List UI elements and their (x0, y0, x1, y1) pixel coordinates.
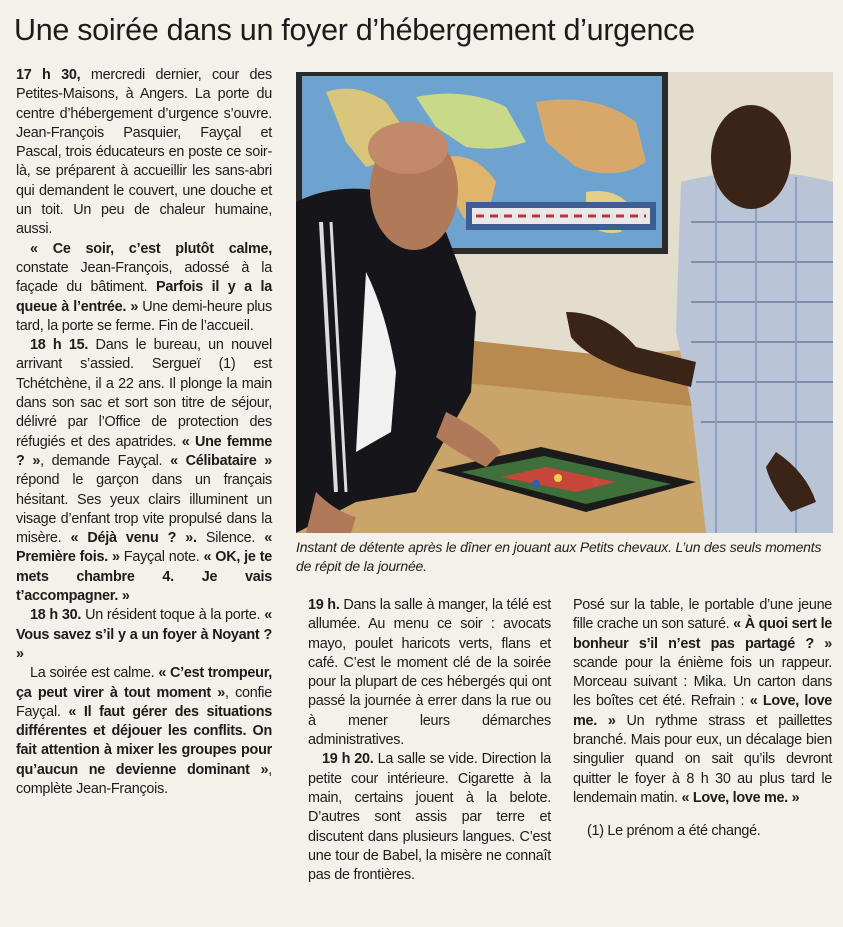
photo-illustration (296, 72, 833, 533)
time-marker: 18 h 15. (30, 337, 89, 354)
paragraph-1815 (16, 336, 272, 606)
quote: « À quoi sert le bonheur s’il n’est pas partagé ? » (573, 616, 832, 652)
quote: « C’est trompeur, ça peut virer à tout moment » (16, 665, 273, 701)
paragraph-text: mercredi dernier, cour des Petites-Maisons, à Angers. La porte du centre d’hébergement d’urgence s’ouvre. Jean-François Pasquier, Fayçal et Pascal, trois éducateurs en poste ce soir-là, se préparent à accueillir les sans-abri qui demandent le couvert, une douche et un toit. Un peu de chaleur humaine, aussi. (16, 67, 272, 238)
time-marker: 17 h 30, (16, 67, 81, 83)
paragraph-text: Dans le bureau, un nouvel arrivant s’assied. Sergueï (1) est Tchétchène, il a 22 ans. Il plonge la main dans son sac et sort son titre de séjour, délivré par l’Office de protection des réfugiés et des apatrides. (16, 337, 272, 450)
paragraph-text: Une demi-heure plus tard, la porte se ferme. Fin de l’accueil. (16, 298, 272, 334)
article-column-1 (16, 66, 272, 799)
quote: « Vous savez s’il y a un foyer à Noyant ? » (16, 607, 272, 662)
article-photo (296, 72, 833, 533)
quote: Parfois il y a la queue à l’entrée. » (16, 279, 272, 315)
paragraph-1900 (308, 596, 551, 750)
paragraph-1830 (16, 606, 272, 664)
paragraph-phone (573, 596, 832, 808)
article-column-2 (308, 596, 551, 885)
article-headline: Une soirée dans un foyer d’hébergement d’urgence (14, 13, 695, 47)
footnote: (1) Le prénom a été changé. (587, 823, 761, 840)
paragraph-1730 (16, 66, 272, 240)
photo-caption: Instant de détente après le dîner en jouant aux Petits chevaux. L’un des seuls moments de répit de la journée. (296, 539, 822, 574)
paragraph-text: Un résident toque à la porte. (81, 607, 265, 624)
time-marker: 18 h 30. (30, 607, 82, 624)
paragraph-1920 (308, 750, 551, 885)
time-marker: 19 h 20. (322, 751, 374, 768)
quote: « Déjà venu ? ». (70, 530, 197, 547)
quote: « Love, love me. » (681, 789, 800, 806)
quote: « Célibataire » (170, 452, 273, 469)
paragraph-text: La soirée est calme. (30, 665, 159, 682)
quote: « Il faut gérer des situations différentes et déjouer les conflits. On fait attention à mixer les groupes pour qu’aucun ne devienne dominant » (16, 703, 272, 778)
paragraph-text: Dans la salle à manger, la télé est allumée. Au menu ce soir : avocats mayo, poulet haricots verts, flans et café. C’est le moment clé de la soirée pour la plupart de ces hébergés qui ont passé la journée à errer dans la rue ou à mener leurs démarches administratives. (308, 597, 552, 749)
paragraph-text: , complète Jean-François. (16, 761, 272, 797)
paragraph-evening (16, 664, 272, 799)
paragraph-text: répond le garçon dans un français hésitant. Ses yeux clairs illuminent un visage d’enfant trop vite propulsé dans la misère. (16, 472, 272, 547)
time-marker: 19 h. (308, 597, 340, 613)
paragraph-text: Silence. (196, 530, 265, 547)
quote: « OK, je te mets chambre 4. Je vais t’accompagner. » (16, 549, 273, 605)
article-column-3 (573, 596, 832, 842)
paragraph-text: Un rythme strass et paillettes branché. Mais pour eux, un décalage bien singulier quand on sait qu’ils devront quitter le foyer à 8 h 30 au plus tard le lendemain matin. (573, 712, 832, 806)
quote: « Première fois. » (16, 530, 272, 566)
paragraph-text: Posé sur la table, le portable d’une jeune fille crache un son saturé. (573, 597, 832, 633)
quote: « Ce soir, c’est plutôt calme, (30, 240, 272, 257)
paragraph-text: Fayçal note. (119, 549, 204, 566)
paragraph-text: constate Jean-François, adossé à la façade du bâtiment. (16, 259, 272, 296)
quote: « Love, love me. » (573, 693, 832, 729)
paragraph-calm (16, 240, 272, 336)
paragraph-text: , confie Fayçal. (16, 684, 273, 720)
paragraph-text: La salle se vide. Direction la petite cour intérieure. Cigarette à la main, certains jouent à la belote. D’autres sont assis par terre et discutent dans plusieurs langues. C’est une tour de Babel, la misère ne connaît pas de frontières. (308, 751, 551, 884)
quote: « Une femme ? » (16, 433, 273, 469)
paragraph-text: scande pour la énième fois un rappeur. Morceau suivant : Mika. Un carton dans les boîtes cet été. Refrain : (573, 654, 832, 710)
paragraph-text: , demande Fayçal. (40, 452, 171, 469)
